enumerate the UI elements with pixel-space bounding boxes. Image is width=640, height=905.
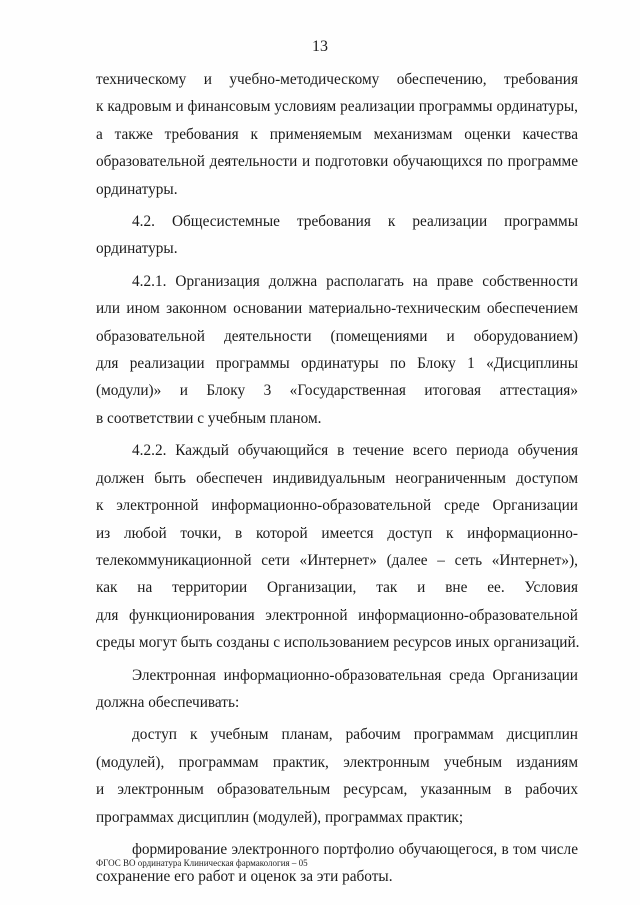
text-line: 4.2.1. Организация должна располагать на праве собственности [132, 272, 578, 290]
paragraph-4-2-2 [96, 437, 578, 656]
page-number: 13 [312, 38, 328, 55]
page-footer: ФГОС ВО ординатура Клиническая фармакология – 05 [96, 858, 308, 868]
text-line: 4.2.2. Каждый обучающийся в течение всего периода обучения [132, 442, 578, 460]
paragraph-continuation [96, 66, 578, 203]
paragraph-4-2 [96, 208, 578, 263]
text-line: должна обеспечивать: [96, 693, 240, 711]
text-line: образовательной деятельности и подготовки обучающихся по программе [96, 153, 578, 171]
paragraph-4-2-1 [96, 268, 578, 432]
text-line: формирование электронного портфолио обучающегося, в том числе [132, 840, 578, 858]
text-line: для реализации программы ординатуры по Блоку 1 «Дисциплины [96, 355, 578, 373]
text-line: образовательной деятельности (помещениями и оборудованием) [96, 327, 578, 345]
text-line: к электронной информационно-образовательной среде Организации [96, 497, 578, 515]
text-line: Электронная информационно-образовательная среда Организации [132, 666, 578, 684]
text-line: как на территории Организации, так и вне ее. Условия [96, 579, 578, 597]
text-line: к кадровым и финансовым условиям реализации программы ординатуры, [96, 98, 578, 116]
text-line: или ином законном основании материально-техническим обеспечением [96, 300, 578, 318]
text-line: в соответствии с учебным планом. [96, 409, 322, 427]
text-line: (модулей), программам практик, электронным учебным изданиям [96, 753, 578, 771]
text-line: 4.2. Общесистемные требования к реализации программы [132, 213, 578, 231]
text-line: ординатуры. [96, 240, 178, 258]
text-line: доступ к учебным планам, рабочим программам дисциплин [132, 726, 578, 744]
text-line: телекоммуникационной сети «Интернет» (далее – сеть «Интернет»), [96, 551, 578, 569]
text-line: сохранение его работ и оценок за эти работы. [96, 868, 393, 886]
text-line: ординатуры. [96, 180, 178, 198]
paragraph-access [96, 721, 578, 831]
paragraph-environment [96, 662, 578, 717]
text-line: программах дисциплин (модулей), программах практик; [96, 808, 464, 826]
document-body [96, 66, 578, 891]
text-line: должен быть обеспечен индивидуальным неограниченным доступом [96, 469, 578, 487]
text-line: а также требования к применяемым механизмам оценки качества [96, 125, 578, 143]
text-line: среды могут быть созданы с использованием ресурсов иных организаций. [96, 634, 580, 652]
text-line: и электронным образовательным ресурсам, указанным в рабочих [96, 781, 578, 799]
text-line: (модули)» и Блоку 3 «Государственная итоговая аттестация» [96, 382, 578, 400]
text-line: из любой точки, в которой имеется доступ к информационно- [96, 524, 578, 542]
text-line: техническому и учебно-методическому обеспечению, требования [96, 71, 578, 88]
text-line: для функционирования электронной информационно-образовательной [96, 606, 578, 624]
